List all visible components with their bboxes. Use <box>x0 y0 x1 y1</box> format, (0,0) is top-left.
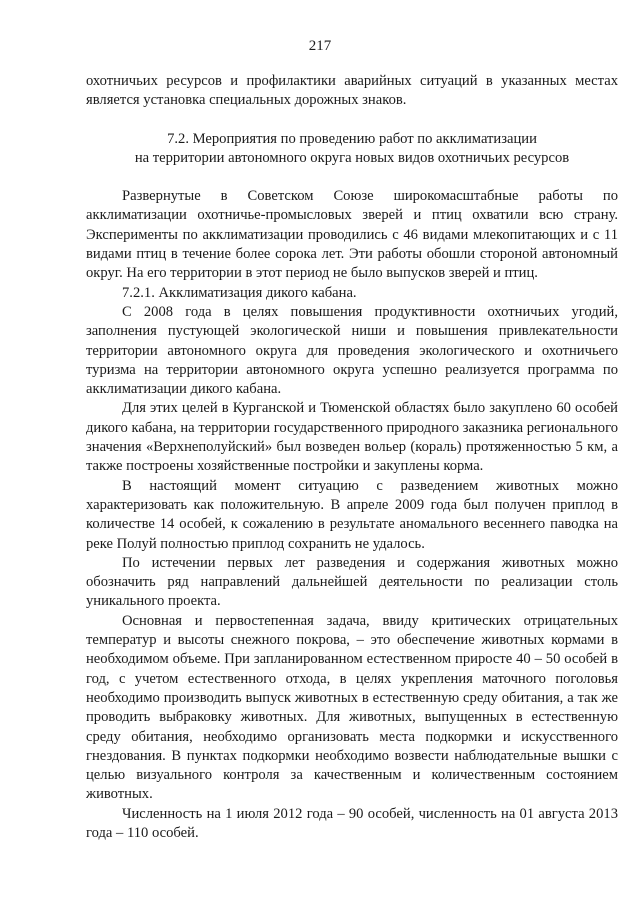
paragraph-program-goals: С 2008 года в целях повышения продуктивности охотничьих угодий, заполнения пустующей экологической ниши и повышения привлекательности территории автономного округа для проведения экологического и охотничьего туризма на территории автономного округа успешно реализуется программа по акклиматизации дикого кабана. <box>86 303 618 398</box>
paragraph-current-situation: В настоящий момент ситуацию с разведением животных можно характеризовать как положительную. В апреле 2009 года был получен приплод в количестве 14 особей, к сожалению в результате аномального весеннего паводка на реке Полуй полностью приплод сохранить не удалось. <box>86 477 618 552</box>
paragraph-population-count: Численность на 1 июля 2012 года – 90 особей, численность на 01 августа 2013 года – 110 особей. <box>86 805 618 841</box>
paragraph-acclimatization-history: Развернутые в Советском Союзе широкомасштабные работы по акклиматизации охотничье-промысловых зверей и птиц охватили всю страну. Эксперименты по акклиматизации проводились с 46 видами млекопитающих и с 11 видами птиц в течение более сорока лет. Эти работы обошли стороной автономный округ. На его территории в этот период не было выпусков зверей и птиц. <box>86 188 618 282</box>
paragraph-purchase-enclosure: Для этих целей в Курганской и Тюменской областях было закуплено 60 особей дикого кабана, на территории государственного природного заказника регионального значения «Верхнеполуйский» был возведен вольер (кораль) протяженностью 5 км, а также построены хозяйственные постройки и закуплены корма. <box>86 400 618 475</box>
subsection-heading-wild-boar: 7.2.1. Акклиматизация дикого кабана. <box>122 284 357 301</box>
section-heading <box>86 130 618 169</box>
intro-paragraph: охотничьих ресурсов и профилактики аварийных ситуаций в указанных местах является установка специальных дорожных знаков. <box>86 73 618 109</box>
section-heading-line-2: на территории автономного округа новых видов охотничьих ресурсов <box>134 149 570 166</box>
page-number: 217 <box>308 38 332 54</box>
section-heading-line-1: 7.2. Мероприятия по проведению работ по акклиматизации <box>167 130 537 147</box>
page-content <box>86 72 618 843</box>
paragraph-future-directions: По истечении первых лет разведения и содержания животных можно обозначить ряд направлений дальнейшей деятельности по реализации столь уникального проекта. <box>86 554 618 610</box>
paragraph-main-task: Основная и первостепенная задача, ввиду критических отрицательных температур и высоты снежного покрова, – это обеспечение животных кормами в необходимом объеме. При запланированном естественном приросте 40 – 50 особей в год, с учетом естественного отхода, в целях укрепления маточного поголовья необходимо производить выпуск животных в естественную среду обитания, а так же проводить выбраковку животных. Для животных, выпущенных в естественную среду обитания, необходимо организовать места подкормки и искусственного гнездования. В пунктах подкормки необходимо возвести наблюдательные вышки с целью визуального контроля за качественным и количественным состоянием животных. <box>86 612 618 803</box>
